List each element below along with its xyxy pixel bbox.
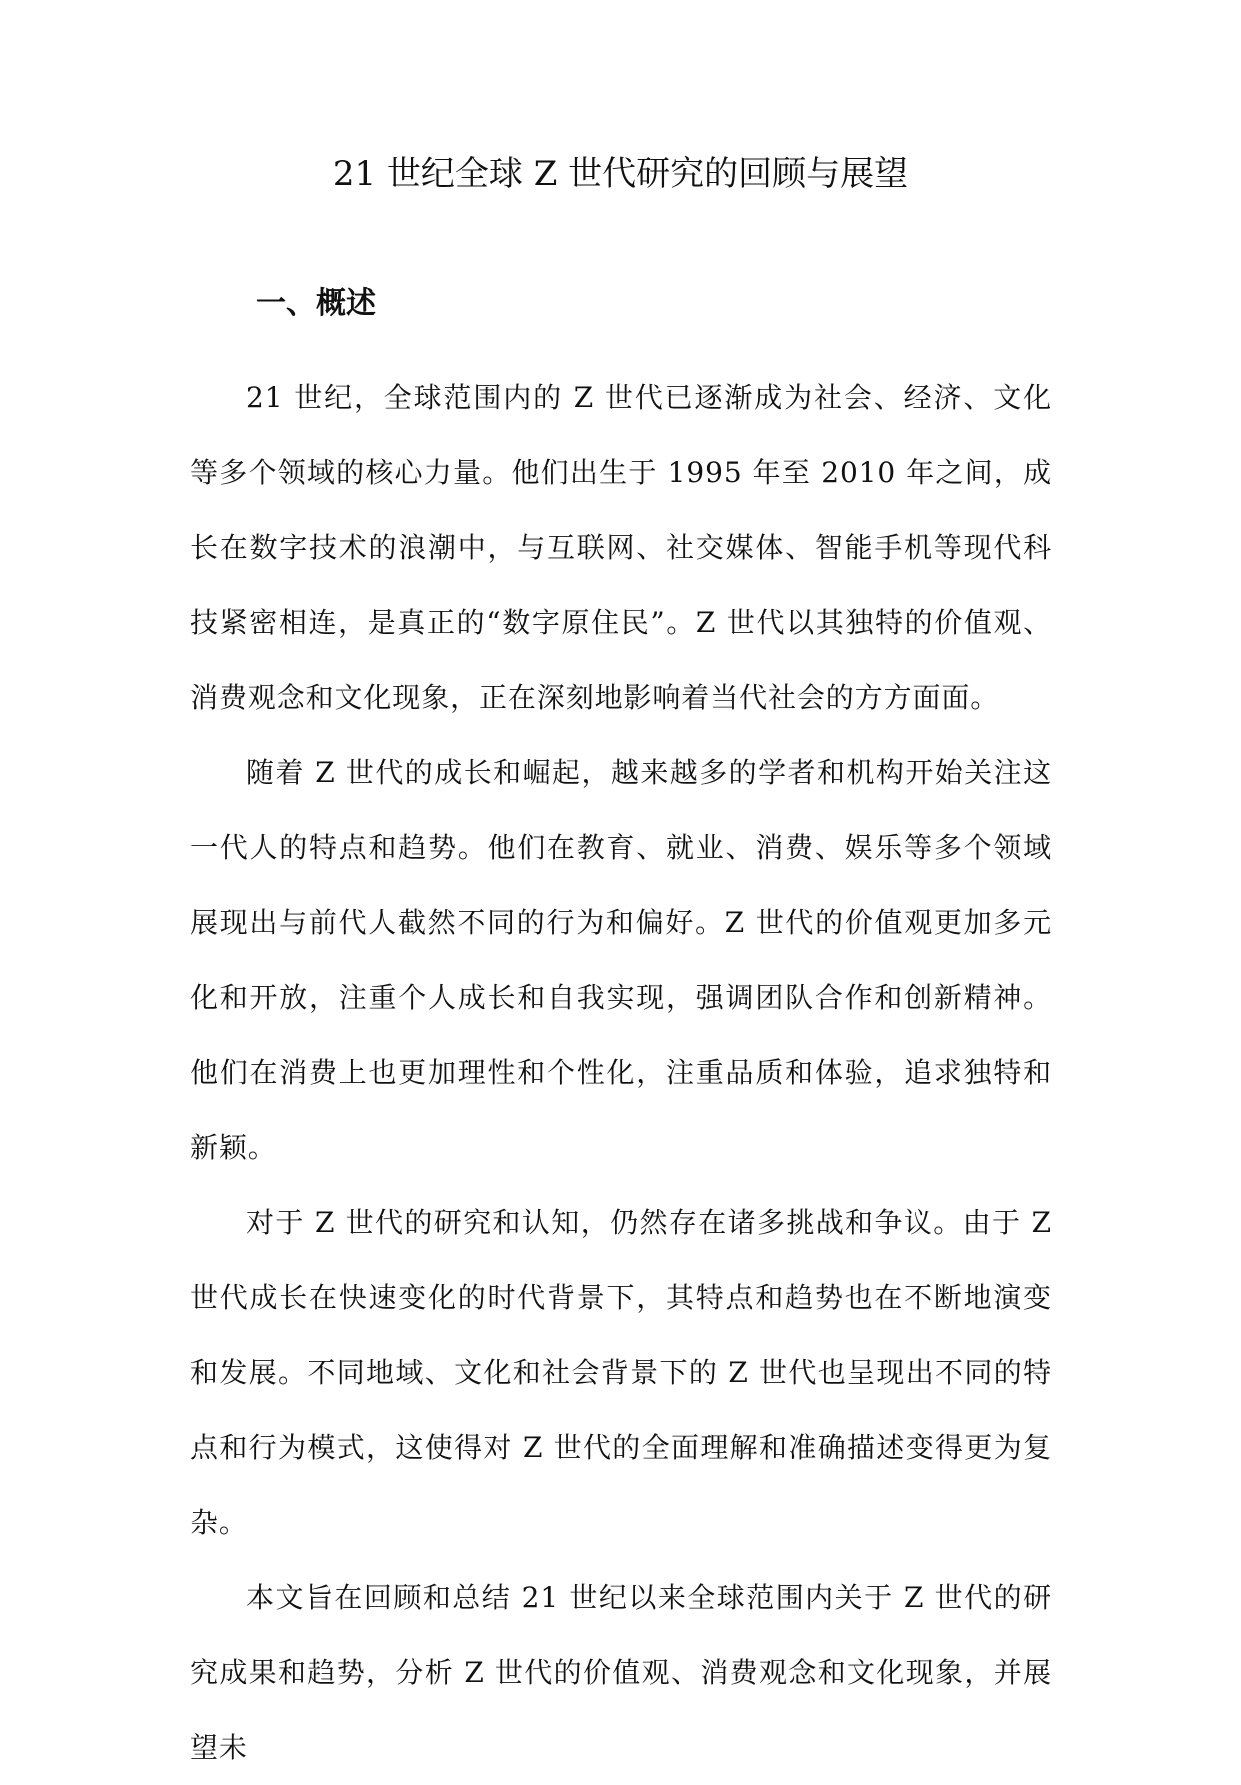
section-heading: 一、概述	[256, 286, 376, 321]
document-title: 21 世纪全球 Z 世代研究的回顾与展望	[332, 154, 909, 194]
paragraph-1: 21 世纪，全球范围内的 Z 世代已逐渐成为社会、经济、文化等多个领域的核心力量。他们出生于 1995 年至 2010 年之间，成长在数字技术的浪潮中，与互联网、社交媒体、智能手机等现代科技紧密相连，是真正的“数字原住民”。Z 世代以其独特的价值观、消费观念和文化现象，正在深刻地影响着当代社会的方方面面。	[190, 381, 1052, 714]
paragraph-3: 对于 Z 世代的研究和认知，仍然存在诸多挑战和争议。由于 Z 世代成长在快速变化的时代背景下，其特点和趋势也在不断地演变和发展。不同地域、文化和社会背景下的 Z 世代也呈现出不同的特点和行为模式，这使得对 Z 世代的全面理解和准确描述变得更为复杂。	[190, 1206, 1052, 1539]
paragraph-2: 随着 Z 世代的成长和崛起，越来越多的学者和机构开始关注这一代人的特点和趋势。他们在教育、就业、消费、娱乐等多个领域展现出与前代人截然不同的行为和偏好。Z 世代的价值观更加多元化和开放，注重个人成长和自我实现，强调团队合作和创新精神。他们在消费上也更加理性和个性化，注重品质和体验，追求独特和新颖。	[190, 756, 1052, 1164]
section-body	[190, 360, 1052, 1785]
paragraph-4: 本文旨在回顾和总结 21 世纪以来全球范围内关于 Z 世代的研究成果和趋势，分析 Z 世代的价值观、消费观念和文化现象，并展望未	[190, 1581, 1052, 1764]
